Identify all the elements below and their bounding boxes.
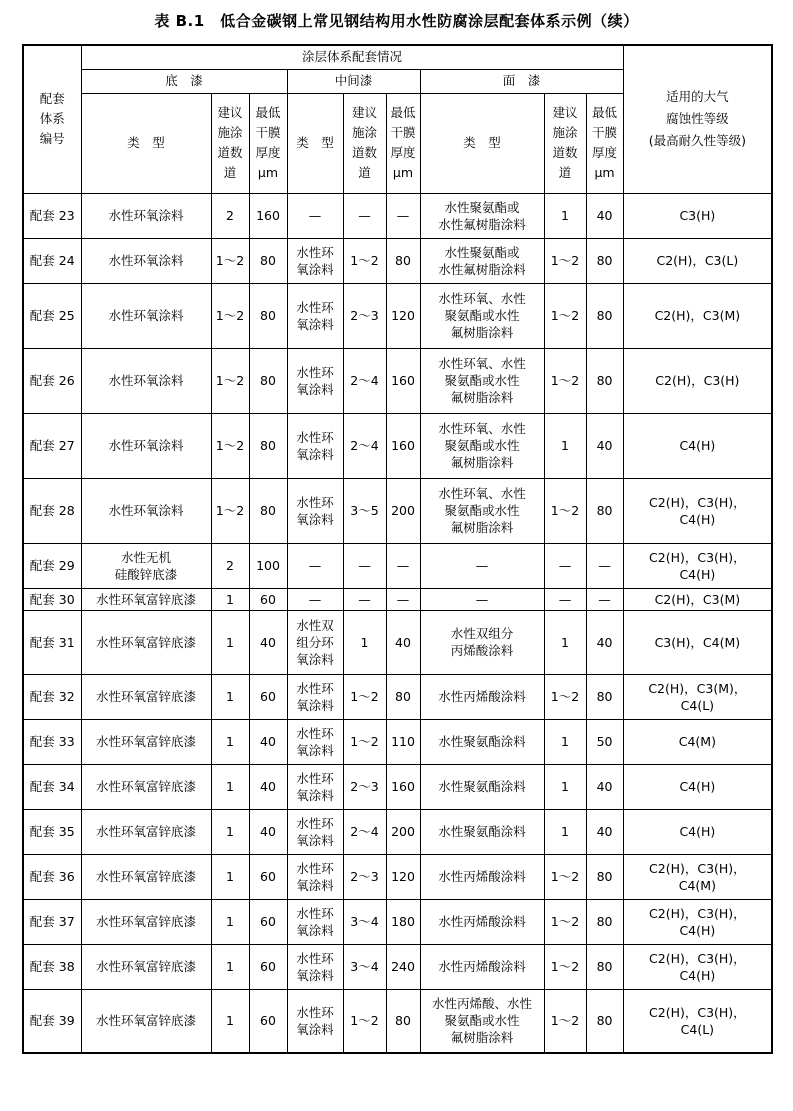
cell-mid-coats: 2～4 [343,809,386,854]
table-row [23,719,772,764]
cell-mid-coats: 2～4 [343,348,386,413]
cell-top-type: 水性聚氨酯涂料 [420,809,544,854]
table-row [23,348,772,413]
cell-top-thickness: 80 [586,854,623,899]
cell-top-coats: 1 [544,610,586,674]
cell-primer-coats: 1 [211,610,249,674]
cell-primer-type: 水性环氧富锌底漆 [81,764,211,809]
cell-top-thickness: 80 [586,348,623,413]
cell-top-coats: — [544,588,586,610]
cell-mid-thickness: 160 [386,764,420,809]
cell-primer-type: 水性环氧富锌底漆 [81,854,211,899]
cell-primer-coats: 1～2 [211,413,249,478]
cell-corrosion-level: C3(H) [623,193,772,238]
cell-primer-type: 水性环氧富锌底漆 [81,674,211,719]
cell-top-type: 水性环氧、水性 聚氨酯或水性 氟树脂涂料 [420,348,544,413]
cell-top-type: 水性丙烯酸涂料 [420,899,544,944]
cell-primer-type: 水性环氧富锌底漆 [81,989,211,1053]
cell-system-id: 配套 31 [23,610,81,674]
table-row [23,193,772,238]
cell-mid-thickness: 110 [386,719,420,764]
cell-mid-type: 水性环 氧涂料 [287,989,343,1053]
cell-primer-thickness: 160 [249,193,287,238]
cell-primer-type: 水性环氧富锌底漆 [81,809,211,854]
cell-mid-thickness: 80 [386,238,420,283]
cell-top-thickness: 80 [586,944,623,989]
header-coating-config: 涂层体系配套情况 [81,45,623,69]
cell-primer-coats: 2 [211,543,249,588]
cell-corrosion-level: C4(M) [623,719,772,764]
cell-mid-coats: 1～2 [343,238,386,283]
cell-top-thickness: 40 [586,413,623,478]
cell-top-type: 水性环氧、水性 聚氨酯或水性 氟树脂涂料 [420,413,544,478]
cell-system-id: 配套 23 [23,193,81,238]
table-row [23,944,772,989]
header-top-thickness: 最低 干膜 厚度 μm [586,93,623,193]
cell-primer-thickness: 60 [249,989,287,1053]
cell-mid-coats: — [343,543,386,588]
table-row [23,989,772,1053]
cell-mid-type: — [287,543,343,588]
cell-top-coats: 1～2 [544,854,586,899]
cell-top-thickness: 80 [586,238,623,283]
cell-mid-type: — [287,193,343,238]
cell-top-thickness: — [586,588,623,610]
cell-system-id: 配套 28 [23,478,81,543]
cell-primer-thickness: 40 [249,809,287,854]
header-top-coats: 建议 施涂 道数 道 [544,93,586,193]
cell-top-type: 水性双组分 丙烯酸涂料 [420,610,544,674]
cell-system-id: 配套 26 [23,348,81,413]
cell-primer-coats: 1～2 [211,238,249,283]
cell-system-id: 配套 27 [23,413,81,478]
header-system-id: 配套 体系 编号 [23,45,81,193]
cell-mid-type: 水性环 氧涂料 [287,899,343,944]
cell-mid-thickness: 160 [386,348,420,413]
cell-top-thickness: 50 [586,719,623,764]
cell-mid-type: 水性环 氧涂料 [287,478,343,543]
cell-top-coats: — [544,543,586,588]
table-header [23,45,772,193]
cell-mid-coats: 2～3 [343,854,386,899]
header-corrosion-level: 适用的大气 腐蚀性等级 (最高耐久性等级) [623,45,772,193]
cell-primer-thickness: 80 [249,238,287,283]
cell-mid-thickness: — [386,193,420,238]
cell-mid-coats: — [343,588,386,610]
cell-primer-coats: 1 [211,588,249,610]
cell-primer-thickness: 40 [249,610,287,674]
cell-mid-thickness: — [386,588,420,610]
header-mid-coats: 建议 施涂 道数 道 [343,93,386,193]
cell-mid-coats: 1～2 [343,719,386,764]
table-row [23,283,772,348]
cell-primer-coats: 1 [211,809,249,854]
table-row [23,543,772,588]
header-mid-thickness: 最低 干膜 厚度 μm [386,93,420,193]
table-row [23,764,772,809]
cell-top-type: 水性聚氨酯或 水性氟树脂涂料 [420,193,544,238]
table-row [23,413,772,478]
cell-mid-coats: 3～4 [343,944,386,989]
cell-system-id: 配套 35 [23,809,81,854]
cell-top-type: 水性丙烯酸涂料 [420,944,544,989]
cell-top-thickness: 80 [586,674,623,719]
cell-corrosion-level: C2(H)，C3(L) [623,238,772,283]
cell-corrosion-level: C2(H)，C3(H)， C4(M) [623,854,772,899]
cell-mid-thickness: 80 [386,674,420,719]
table-row [23,478,772,543]
header-topcoat: 面 漆 [420,69,623,93]
cell-system-id: 配套 32 [23,674,81,719]
cell-primer-thickness: 40 [249,764,287,809]
cell-primer-type: 水性环氧涂料 [81,193,211,238]
cell-mid-type: 水性环 氧涂料 [287,413,343,478]
cell-primer-thickness: 60 [249,588,287,610]
cell-top-coats: 1 [544,413,586,478]
table-row [23,899,772,944]
cell-primer-coats: 1 [211,854,249,899]
cell-primer-coats: 1～2 [211,478,249,543]
cell-top-type: 水性环氧、水性 聚氨酯或水性 氟树脂涂料 [420,283,544,348]
cell-mid-thickness: 200 [386,809,420,854]
cell-primer-thickness: 80 [249,413,287,478]
cell-top-thickness: 80 [586,989,623,1053]
cell-corrosion-level: C4(H) [623,764,772,809]
cell-mid-type: 水性环 氧涂料 [287,719,343,764]
cell-mid-thickness: 160 [386,413,420,478]
table-row [23,238,772,283]
cell-corrosion-level: C3(H)，C4(M) [623,610,772,674]
cell-top-type: — [420,588,544,610]
cell-primer-coats: 1 [211,674,249,719]
cell-mid-thickness: 120 [386,854,420,899]
cell-mid-coats: 3～4 [343,899,386,944]
cell-primer-type: 水性环氧富锌底漆 [81,610,211,674]
table-row [23,854,772,899]
cell-primer-thickness: 80 [249,478,287,543]
cell-top-coats: 1～2 [544,674,586,719]
cell-system-id: 配套 33 [23,719,81,764]
cell-top-thickness: — [586,543,623,588]
cell-mid-coats: 1 [343,610,386,674]
cell-top-type: 水性丙烯酸、水性 聚氨酯或水性 氟树脂涂料 [420,989,544,1053]
table-title: 表 B.1 低合金碳钢上常见钢结构用水性防腐涂层配套体系示例（续） [154,12,639,30]
cell-corrosion-level: C2(H)，C3(H)， C4(H) [623,543,772,588]
cell-primer-thickness: 60 [249,899,287,944]
cell-corrosion-level: C4(H) [623,809,772,854]
cell-primer-coats: 2 [211,193,249,238]
cell-corrosion-level: C2(H)，C3(H)， C4(H) [623,478,772,543]
cell-system-id: 配套 36 [23,854,81,899]
cell-system-id: 配套 29 [23,543,81,588]
cell-system-id: 配套 38 [23,944,81,989]
cell-primer-thickness: 60 [249,944,287,989]
header-primer-type: 类 型 [81,93,211,193]
cell-corrosion-level: C2(H)，C3(M)， C4(L) [623,674,772,719]
header-primer-coats: 建议 施涂 道数 道 [211,93,249,193]
cell-mid-type: 水性环 氧涂料 [287,764,343,809]
cell-mid-thickness: 40 [386,610,420,674]
cell-top-thickness: 80 [586,283,623,348]
cell-primer-type: 水性环氧涂料 [81,238,211,283]
cell-top-thickness: 40 [586,809,623,854]
cell-mid-type: 水性环 氧涂料 [287,809,343,854]
cell-system-id: 配套 30 [23,588,81,610]
cell-mid-coats: 2～4 [343,413,386,478]
cell-primer-coats: 1 [211,764,249,809]
cell-top-type: 水性聚氨酯涂料 [420,764,544,809]
cell-primer-type: 水性环氧富锌底漆 [81,588,211,610]
cell-primer-type: 水性环氧涂料 [81,348,211,413]
cell-top-type: 水性聚氨酯或 水性氟树脂涂料 [420,238,544,283]
cell-top-coats: 1 [544,719,586,764]
cell-system-id: 配套 34 [23,764,81,809]
table-body [23,193,772,1053]
table-row [23,674,772,719]
cell-corrosion-level: C2(H)，C3(M) [623,588,772,610]
cell-corrosion-level: C2(H)，C3(H)， C4(H) [623,899,772,944]
cell-system-id: 配套 37 [23,899,81,944]
cell-top-type: 水性环氧、水性 聚氨酯或水性 氟树脂涂料 [420,478,544,543]
cell-mid-thickness: 200 [386,478,420,543]
cell-primer-type: 水性环氧涂料 [81,283,211,348]
header-top-type: 类 型 [420,93,544,193]
cell-primer-type: 水性环氧涂料 [81,478,211,543]
cell-mid-thickness: 80 [386,989,420,1053]
cell-system-id: 配套 39 [23,989,81,1053]
cell-top-coats: 1 [544,193,586,238]
cell-top-thickness: 80 [586,478,623,543]
cell-mid-type: 水性环 氧涂料 [287,283,343,348]
table-row [23,610,772,674]
cell-primer-type: 水性环氧富锌底漆 [81,719,211,764]
cell-mid-thickness: — [386,543,420,588]
cell-mid-coats: 2～3 [343,764,386,809]
cell-primer-thickness: 80 [249,283,287,348]
table-row [23,588,772,610]
cell-primer-type: 水性环氧富锌底漆 [81,899,211,944]
cell-mid-type: — [287,588,343,610]
cell-top-coats: 1～2 [544,899,586,944]
cell-primer-thickness: 60 [249,674,287,719]
cell-top-coats: 1～2 [544,989,586,1053]
cell-primer-type: 水性环氧涂料 [81,413,211,478]
cell-primer-coats: 1～2 [211,348,249,413]
cell-top-coats: 1～2 [544,944,586,989]
cell-mid-type: 水性环 氧涂料 [287,348,343,413]
cell-primer-coats: 1～2 [211,283,249,348]
cell-primer-coats: 1 [211,944,249,989]
cell-primer-coats: 1 [211,899,249,944]
cell-mid-thickness: 120 [386,283,420,348]
cell-corrosion-level: C4(H) [623,413,772,478]
cell-mid-thickness: 180 [386,899,420,944]
cell-mid-coats: 2～3 [343,283,386,348]
cell-mid-thickness: 240 [386,944,420,989]
cell-mid-coats: 3～5 [343,478,386,543]
table-row [23,809,772,854]
cell-primer-thickness: 80 [249,348,287,413]
cell-top-thickness: 80 [586,899,623,944]
cell-system-id: 配套 24 [23,238,81,283]
header-primer: 底 漆 [81,69,287,93]
cell-primer-thickness: 100 [249,543,287,588]
cell-mid-type: 水性双 组分环 氧涂料 [287,610,343,674]
cell-mid-coats: 1～2 [343,989,386,1053]
cell-top-type: 水性丙烯酸涂料 [420,854,544,899]
cell-top-coats: 1～2 [544,238,586,283]
cell-top-type: 水性丙烯酸涂料 [420,674,544,719]
header-intermediate: 中间漆 [287,69,420,93]
cell-mid-coats: — [343,193,386,238]
cell-corrosion-level: C2(H)，C3(H)， C4(L) [623,989,772,1053]
cell-corrosion-level: C2(H)，C3(H)， C4(H) [623,944,772,989]
cell-mid-coats: 1～2 [343,674,386,719]
cell-corrosion-level: C2(H)，C3(M) [623,283,772,348]
coating-system-table [22,44,773,1054]
cell-primer-coats: 1 [211,719,249,764]
header-primer-thickness: 最低 干膜 厚度 μm [249,93,287,193]
cell-top-coats: 1～2 [544,283,586,348]
cell-system-id: 配套 25 [23,283,81,348]
cell-primer-type: 水性环氧富锌底漆 [81,944,211,989]
cell-top-coats: 1 [544,809,586,854]
cell-top-coats: 1～2 [544,478,586,543]
cell-top-thickness: 40 [586,764,623,809]
cell-top-coats: 1～2 [544,348,586,413]
cell-mid-type: 水性环 氧涂料 [287,238,343,283]
cell-corrosion-level: C2(H)，C3(H) [623,348,772,413]
cell-top-type: 水性聚氨酯涂料 [420,719,544,764]
cell-primer-thickness: 60 [249,854,287,899]
cell-top-type: — [420,543,544,588]
header-mid-type: 类 型 [287,93,343,193]
cell-mid-type: 水性环 氧涂料 [287,674,343,719]
cell-primer-coats: 1 [211,989,249,1053]
cell-primer-thickness: 40 [249,719,287,764]
cell-primer-type: 水性无机 硅酸锌底漆 [81,543,211,588]
cell-mid-type: 水性环 氧涂料 [287,944,343,989]
cell-top-thickness: 40 [586,193,623,238]
cell-top-coats: 1 [544,764,586,809]
cell-mid-type: 水性环 氧涂料 [287,854,343,899]
cell-top-thickness: 40 [586,610,623,674]
